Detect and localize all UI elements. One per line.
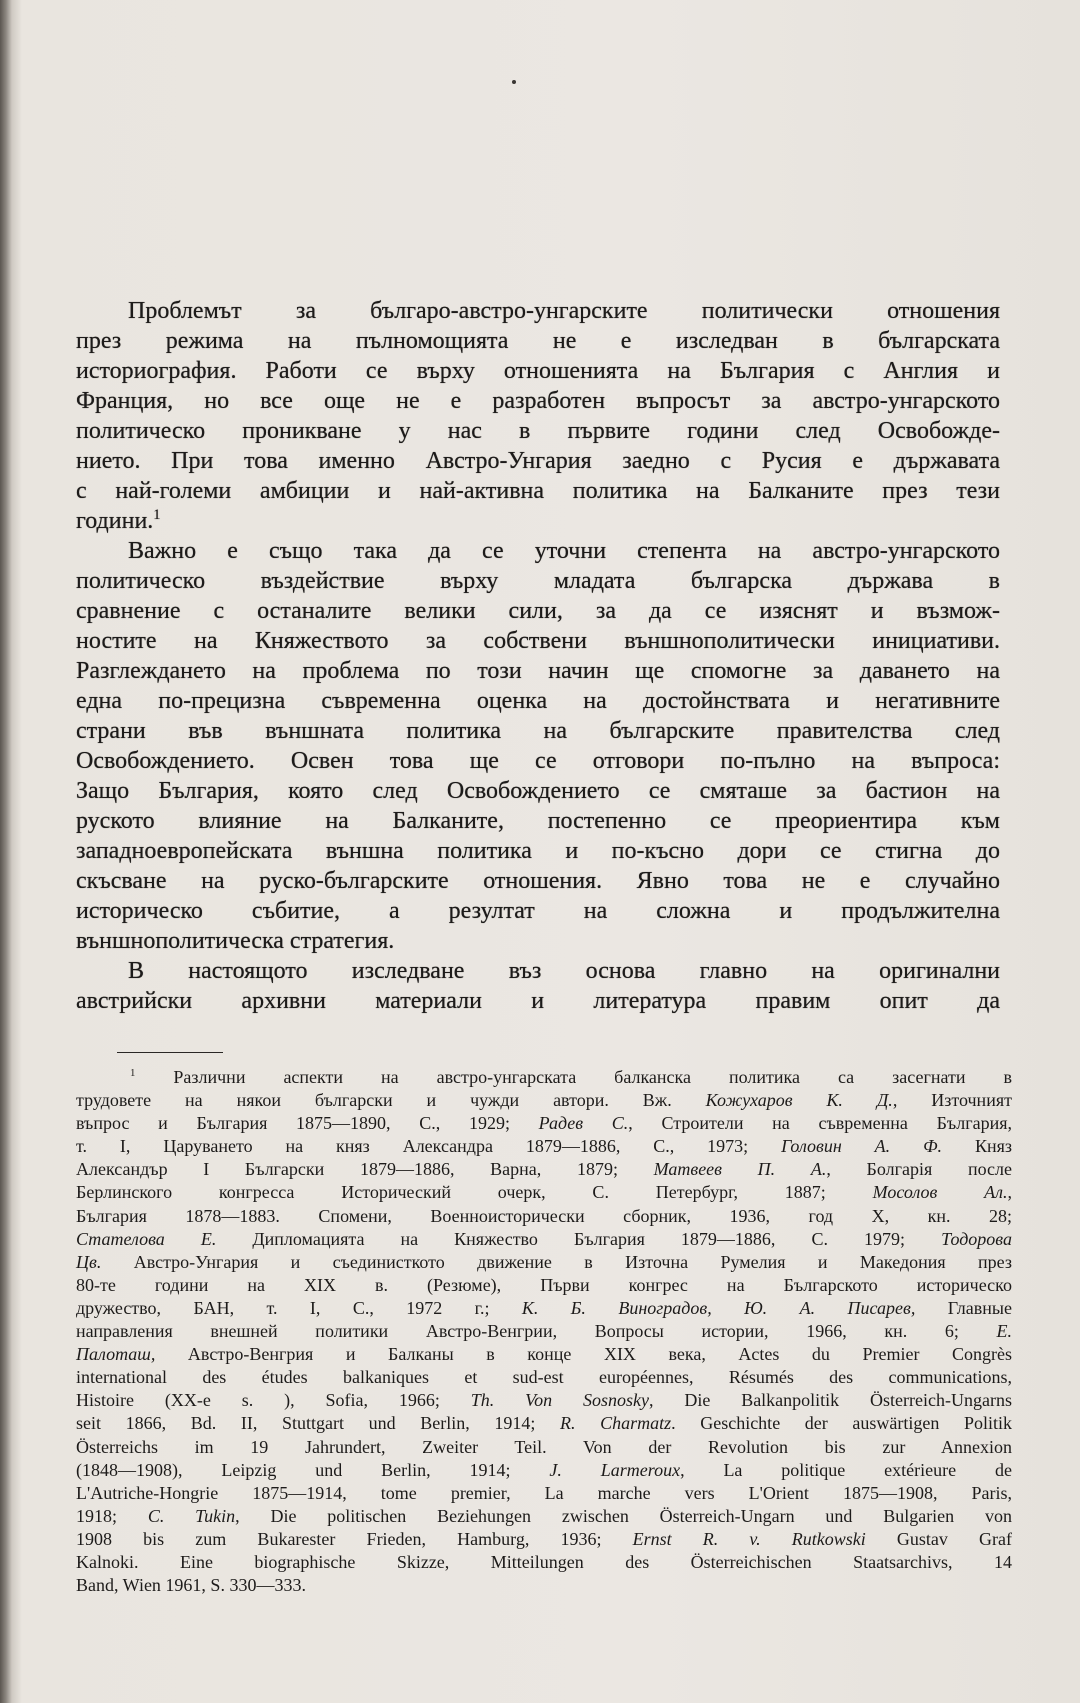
body-line-text: сравнение с останалите велики сили, за да се изяснят и възмож- (76, 598, 1000, 624)
citation-text: Княз (942, 1136, 1012, 1157)
citation-author: Матвеев П. А. (653, 1159, 827, 1180)
footnote-line (76, 1528, 1012, 1551)
citation-text: т. I, Царуването на княз Александра 1879—1886, С., 1973; (76, 1136, 782, 1157)
citation-text: 1908 bis zum Bukarester Frieden, Hamburg, 1936; (76, 1528, 633, 1549)
footnote-line (76, 1389, 1012, 1412)
body-line-text: Франция, но все още не е разработен въпросът за австро-унгарското (76, 388, 1000, 414)
citation-author: Е. (996, 1321, 1012, 1342)
body-line-text: нието. При това именно Австро-Унгария заедно с Русия е държавата (76, 448, 1000, 474)
body-line-text: външнополитическа стратегия. (76, 928, 395, 954)
citation-author: R. Charmatz (559, 1413, 672, 1434)
footnote-line (76, 1343, 1012, 1366)
body-line-text: В настоящото изследване въз основа главно на оригинални (128, 958, 1000, 984)
body-line-text: Важно е също така да се уточни степента на австро-унгарското (128, 538, 1000, 564)
citation-author: К. Б. Виноградов, Ю. А. Писарев, (521, 1297, 916, 1318)
body-line (76, 806, 1000, 836)
body-line (76, 776, 1000, 806)
footnote-marker: 1 (130, 1067, 136, 1079)
citation-text: L'Autriche-Hongrie 1875—1914, tome premier, La marche vers L'Orient 1875—1908, Paris, (76, 1482, 1012, 1503)
body-line-text: руското влияние на Балканите, постепенно се преориентира към (76, 808, 1000, 834)
citation-text: , La politique extérieure de (680, 1459, 1012, 1480)
body-line (76, 506, 1000, 536)
body-line-text: историография. Работи се върху отношенията на България с Англия и (76, 358, 1000, 384)
body-line-text: една по-прецизна съвременна оценка на достойнствата и негативните (76, 688, 1000, 714)
citation-text: Österreichs im 19 Jahrundert, Zweiter Teil. Von der Revolution bis zur Annexion (76, 1436, 1012, 1457)
body-line-text: години. (76, 508, 154, 534)
footnote-line (76, 1366, 1012, 1389)
citation-text: Австро-Унгария и съединисткото движение в Източна Румелия и Македония през (101, 1251, 1012, 1272)
body-line-text: Освобождението. Освен това ще се отговори по-пълно на въпроса: (76, 748, 1000, 774)
footnote-line (76, 1158, 1012, 1181)
citation-text: , Die Balkanpolitik Österreich-Ungarns (648, 1390, 1012, 1411)
citation-author: Th. Von Sosnosky (470, 1390, 649, 1411)
footnote-line (76, 1574, 1012, 1597)
citation-text: Различни аспекти на австро-унгарската балканска политика са засегнати в (173, 1067, 1012, 1087)
body-line-text: ностите на Княжеството за собствени външнополитически инициативи. (76, 628, 1000, 654)
citation-text: international des études balkaniques et sud-est européennes, Résumés des communications, (76, 1367, 1012, 1388)
body-line-text: Защо България, която след Освобождението се смяташе за бастион на (76, 778, 1000, 804)
footnote-line (76, 1228, 1012, 1251)
citation-text: , Строители на съвременна България, (628, 1113, 1012, 1134)
citation-text: Band, Wien 1961, S. 330—333. (76, 1575, 306, 1596)
citation-text: 80-те години на XIX в. (Резюме), Първи конгрес на Българското историческо (76, 1274, 1012, 1295)
body-line-text: страни във външната политика на българските правителства след (76, 718, 1000, 744)
citation-author: Цв. (76, 1251, 102, 1272)
body-line (76, 596, 1000, 626)
body-line (76, 416, 1000, 446)
citation-author: Мосолов Ал. (872, 1182, 1008, 1203)
citation-text: . Geschichte der auswärtigen Politik (671, 1413, 1013, 1434)
body-line-text: австрийски архивни материали и литература правим опит да (76, 988, 1000, 1014)
footnote-rule (117, 1052, 223, 1053)
footnote-line (76, 1412, 1012, 1435)
citation-text: , (1007, 1182, 1012, 1203)
body-line (76, 476, 1000, 506)
footnote-line (76, 1320, 1012, 1343)
body-line-text: историческо събитие, а резултат на сложна и продължителна (76, 898, 1000, 924)
footnote (76, 1066, 1012, 1597)
citation-author: Головин А. Ф. (781, 1136, 943, 1157)
citation-text: , Die politischen Beziehungen zwischen Österreich-Ungarn und Bulgarien von (235, 1505, 1012, 1526)
body-line (76, 626, 1000, 656)
citation-text: Kalnoki. Eine biographische Skizze, Mitteilungen des Österreichischen Staatsarchivs, 14 (76, 1551, 1012, 1572)
body-line (76, 956, 1000, 986)
citation-text: дружество, БАН, т. I, С., 1972 г.; (76, 1297, 522, 1318)
citation-text: 1918; (76, 1505, 148, 1526)
body-text (76, 296, 1000, 1016)
body-line-text: политическо проникване у нас в първите години след Освобожде- (76, 418, 1000, 444)
body-line (76, 356, 1000, 386)
print-speck (512, 80, 516, 84)
footnote-line (76, 1251, 1012, 1274)
body-line (76, 386, 1000, 416)
body-line (76, 686, 1000, 716)
footnote-line (76, 1181, 1012, 1204)
body-line (76, 326, 1000, 356)
citation-author: Палоташ, (76, 1344, 156, 1365)
citation-text: Александър I Български 1879—1886, Варна, 1879; (76, 1159, 654, 1180)
footnote-line (76, 1297, 1012, 1320)
citation-text: , Болгарія после (826, 1159, 1013, 1180)
body-line-text: политическо въздействие върху младата българска държава в (76, 568, 1000, 594)
footnote-line (76, 1066, 1012, 1089)
citation-author: Ernst R. v. Rutkowski (632, 1528, 866, 1549)
citation-author: Тодорова (941, 1228, 1012, 1249)
footnote-ref: 1 (153, 507, 161, 523)
body-line (76, 296, 1000, 326)
body-line (76, 866, 1000, 896)
footnote-line (76, 1135, 1012, 1158)
body-line (76, 716, 1000, 746)
body-line (76, 746, 1000, 776)
citation-text: , Източният (892, 1090, 1012, 1111)
citation-author: J. Larmeroux (549, 1459, 681, 1480)
body-line-text: западноевропейската външна политика и по-късно дори се стигна до (76, 838, 1000, 864)
footnote-line (76, 1505, 1012, 1528)
body-line (76, 446, 1000, 476)
body-line-text: Разглеждането на проблема по този начин ще спомогне за даването на (76, 658, 1000, 684)
citation-author: C. Tukin (147, 1505, 236, 1526)
citation-text: (1848—1908), Leipzig und Berlin, 1914; (76, 1459, 550, 1480)
body-line-text: през режима на пълномощията не е изследван в българската (76, 328, 1000, 354)
body-line-text: с най-големи амбиции и най-активна политика на Балканите през тези (76, 478, 1000, 504)
body-line (76, 656, 1000, 686)
citation-author: Кожухаров К. Д. (705, 1090, 893, 1111)
body-line-text: скъсване на руско-българските отношения. Явно това не е случайно (76, 868, 1000, 894)
footnote-line (76, 1205, 1012, 1228)
citation-text: Берлинского конгресса Исторический очерк, С. Петербург, 1887; (76, 1182, 873, 1203)
body-line (76, 926, 1000, 956)
body-line (76, 566, 1000, 596)
footnote-line (76, 1112, 1012, 1135)
body-line (76, 836, 1000, 866)
citation-author: Стателова Е. (76, 1228, 217, 1249)
footnote-line (76, 1459, 1012, 1482)
citation-author: Радев С. (538, 1113, 629, 1134)
citation-text: Gustav Graf (865, 1528, 1012, 1549)
footnote-line (76, 1482, 1012, 1505)
citation-text: Главные (915, 1297, 1012, 1318)
body-line (76, 536, 1000, 566)
citation-text: Дипломацията на Княжество България 1879—1886, С. 1979; (216, 1228, 942, 1249)
citation-text: въпрос и България 1875—1890, С., 1929; (76, 1113, 539, 1134)
citation-text: seit 1866, Bd. II, Stuttgart und Berlin, 1914; (76, 1413, 560, 1434)
body-line (76, 986, 1000, 1016)
footnote-line (76, 1551, 1012, 1574)
body-line (76, 896, 1000, 926)
footnote-line (76, 1274, 1012, 1297)
footnote-line (76, 1436, 1012, 1459)
footnote-line (76, 1089, 1012, 1112)
citation-text: България 1878—1883. Спомени, Военноисторически сборник, 1936, год X, кн. 28; (76, 1205, 1012, 1226)
citation-text: направления внешней политики Австро-Венгрии, Вопросы истории, 1966, кн. 6; (76, 1321, 997, 1342)
citation-text: Австро-Венгрия и Балканы в конце XIX века, Actes du Premier Congrès (155, 1344, 1012, 1365)
citation-text: трудовете на някои български и чужди автори. Вж. (76, 1090, 706, 1111)
body-line-text: Проблемът за българо-австро-унгарските политически отношения (128, 298, 1000, 324)
citation-text: Histoire (XX-e s. ), Sofia, 1966; (76, 1390, 471, 1411)
